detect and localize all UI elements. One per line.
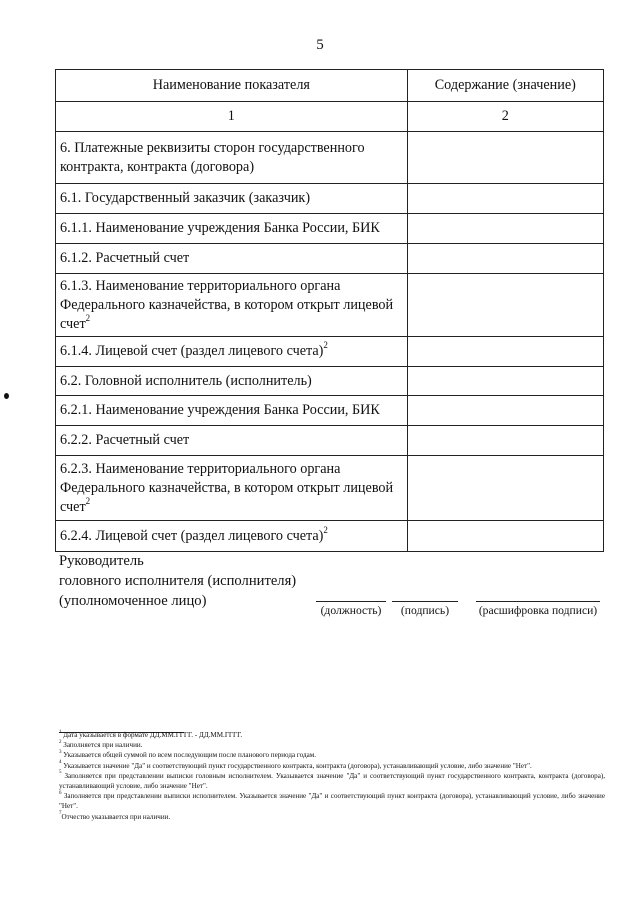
row-label: 6.2.2. Расчетный счет: [56, 426, 408, 456]
header-indicator-name: Наименование показателя: [56, 70, 408, 102]
footnotes: [59, 730, 605, 822]
signer-title-line: Руководитель: [59, 553, 144, 569]
punch-mark: [4, 393, 9, 399]
footnote: $^1$ Дата указывается в формате ДД.ММ.ГГГГ. - ДД.ММ.ГГГГ.: [59, 729, 243, 739]
table-row: [56, 184, 604, 214]
signature-field-label: (подпись): [400, 604, 450, 617]
row-label: 6.1.2. Расчетный счет: [56, 244, 408, 274]
signer-title-line: головного исполнителя (исполнителя): [59, 573, 297, 589]
row-value-cell: [407, 396, 603, 426]
table-row: [56, 396, 604, 426]
signature-field-position: [316, 601, 386, 617]
footnote: $^6$ Заполняется при представлении выписки исполнителем. Указывается значение "Да" и соответствующий пункт контракта (договора), устанавливающий условие, либо значение "Нет".: [59, 790, 605, 811]
row-label: 6.2. Головной исполнитель (исполнитель): [56, 367, 408, 396]
table-row: [56, 214, 604, 244]
row-value-cell: [407, 132, 603, 184]
signature-line: [476, 601, 600, 602]
column-number-row: [56, 102, 604, 132]
table-row: [56, 426, 604, 456]
signature-field-label: (расшифровка подписи): [478, 604, 598, 617]
table-row: [56, 367, 604, 396]
row-label: 6.1.3. Наименование территориального органа Федерального казначейства, в котором открыт лицевой счет$^2$: [56, 274, 408, 337]
row-value-cell: [407, 426, 603, 456]
row-label: 6.1.1. Наименование учреждения Банка России, БИК: [56, 214, 408, 244]
page-number: 5: [316, 37, 324, 53]
footnote: $^2$ Заполняется при наличии.: [59, 739, 143, 750]
row-label: 6.1. Государственный заказчик (заказчик): [56, 184, 408, 214]
row-value-cell: [407, 337, 603, 367]
footnote: $^5$ Заполняется при представлении выписки головным исполнителем. Указывается значение "Да" и соответствующий пункт государственного контракта, контракта (договора), устанавливающий условие, либо значение "Нет".: [59, 770, 605, 791]
table-row: [56, 132, 604, 184]
column-number: 2: [407, 102, 603, 132]
row-label: 6.2.3. Наименование территориального органа Федерального казначейства, в котором открыт лицевой счет$^2$: [56, 456, 408, 521]
header-value: Содержание (значение): [407, 70, 603, 102]
signature-line: [392, 601, 458, 602]
signer-title-line: (уполномоченное лицо): [59, 593, 207, 609]
footnote: $^4$ Указывается значение "Да" и соответствующий пункт государственного контракта, контракта (договора), устанавливающий условие, либо значение "Нет".: [59, 760, 532, 770]
row-value-cell: [407, 244, 603, 274]
row-label: 6.2.4. Лицевой счет (раздел лицевого счета)$^2$: [56, 521, 408, 552]
row-label: 6. Платежные реквизиты сторон государственного контракта, контракта (договора): [56, 132, 408, 184]
row-label: 6.2.1. Наименование учреждения Банка России, БИК: [56, 396, 408, 426]
row-value-cell: [407, 456, 603, 521]
footnote: $^7$Отчество указывается при наличии.: [59, 811, 171, 821]
row-value-cell: [407, 214, 603, 244]
table-row: [56, 456, 604, 521]
signature-field-name: [476, 601, 600, 617]
signature-line: [316, 601, 386, 602]
row-value-cell: [407, 367, 603, 396]
column-number: 1: [56, 102, 408, 132]
table-row: [56, 244, 604, 274]
signature-field-label: (должность): [320, 604, 382, 617]
signer-block: [59, 551, 296, 611]
table-row: [56, 521, 604, 552]
row-value-cell: [407, 184, 603, 214]
signature-field-sign: [392, 601, 458, 617]
table-row: [56, 274, 604, 337]
requisites-table: [55, 69, 604, 552]
row-value-cell: [407, 274, 603, 337]
table-row: [56, 337, 604, 367]
row-label: 6.1.4. Лицевой счет (раздел лицевого счета)$^2$: [56, 337, 408, 367]
footnote: $^3$ Указывается общей суммой по всем последующим после планового периода годам.: [59, 750, 317, 760]
header-row: [56, 70, 604, 102]
row-value-cell: [407, 521, 603, 552]
